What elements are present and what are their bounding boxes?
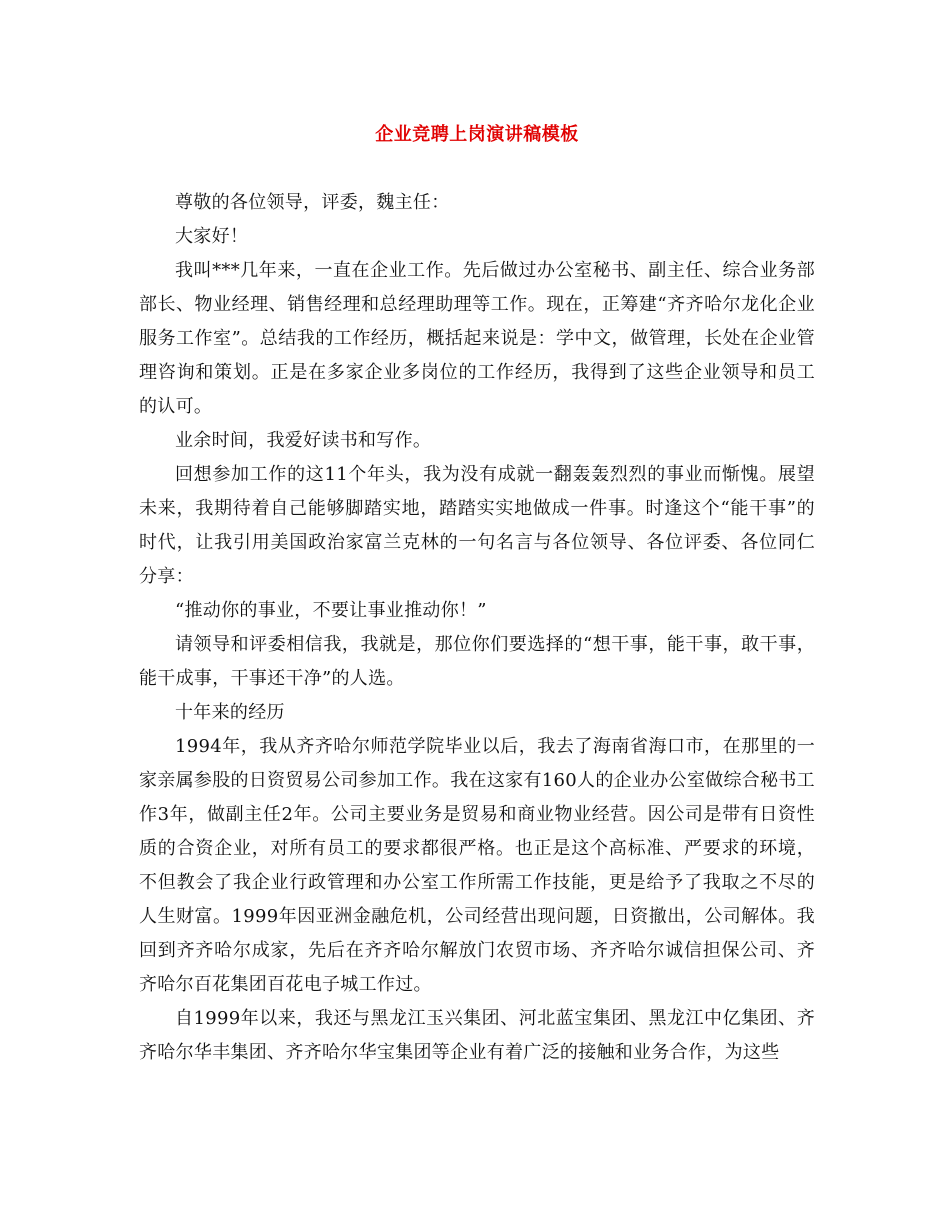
- paragraph-salutation: 尊敬的各位领导，评委，魏主任：: [175, 192, 450, 213]
- paragraph-quote: “推动你的事业，不要让事业推动你！”: [175, 600, 487, 621]
- paragraph-reflection: 回想参加工作的这11个年头，我为没有成就一翻轰轰烈烈的事业而惭愧。展望未来，我期待着自己能够脚踏实地，踏踏实实地做成一件事。时逢这个“能干事”的时代，让我引用美国政治家富兰克林的一句名言与各位领导、各位评委、各位同仁分享：: [139, 464, 815, 587]
- section-heading-experience: 十年来的经历: [175, 702, 285, 723]
- paragraph-experience-1999: 自1999年以来，我还与黑龙江玉兴集团、河北蓝宝集团、黑龙江中亿集团、齐齐哈尔华丰集团、齐齐哈尔华宝集团等企业有着广泛的接触和业务合作，为这些: [139, 1008, 815, 1063]
- paragraph-appeal: 请领导和评委相信我，我就是，那位你们要选择的“想干事，能干事，敢干事，能干成事，干事还干净”的人选。: [139, 634, 815, 689]
- document-title: 企业竞聘上岗演讲稿模板: [375, 124, 579, 145]
- paragraph-greeting: 大家好！: [175, 226, 249, 247]
- paragraph-introduction: 我叫***几年来，一直在企业工作。先后做过办公室秘书、副主任、综合业务部部长、物业经理、销售经理和总经理助理等工作。现在，正筹建“齐齐哈尔龙化企业服务工作室”。总结我的工作经历，概括起来说是：学中文，做管理，长处在企业管理咨询和策划。正是在多家企业多岗位的工作经历，我得到了这些企业领导和员工的认可。: [139, 260, 815, 417]
- paragraph-experience-1994: 1994年，我从齐齐哈尔师范学院毕业以后，我去了海南省海口市，在那里的一家亲属参股的日资贸易公司参加工作。我在这家有160人的企业办公室做综合秘书工作3年，做副主任2年。公司主要业务是贸易和商业物业经营。因公司是带有日资性质的合资企业，对所有员工的要求都很严格。也正是这个高标准、严要求的环境，不但教会了我企业行政管理和办公室工作所需工作技能，更是给予了我取之不尽的人生财富。1999年因亚洲金融危机，公司经营出现问题，日资撤出，公司解体。我回到齐齐哈尔成家，先后在齐齐哈尔解放门农贸市场、齐齐哈尔诚信担保公司、齐齐哈尔百花集团百花电子城工作过。: [139, 736, 815, 995]
- paragraph-hobbies: 业余时间，我爱好读书和写作。: [175, 430, 432, 451]
